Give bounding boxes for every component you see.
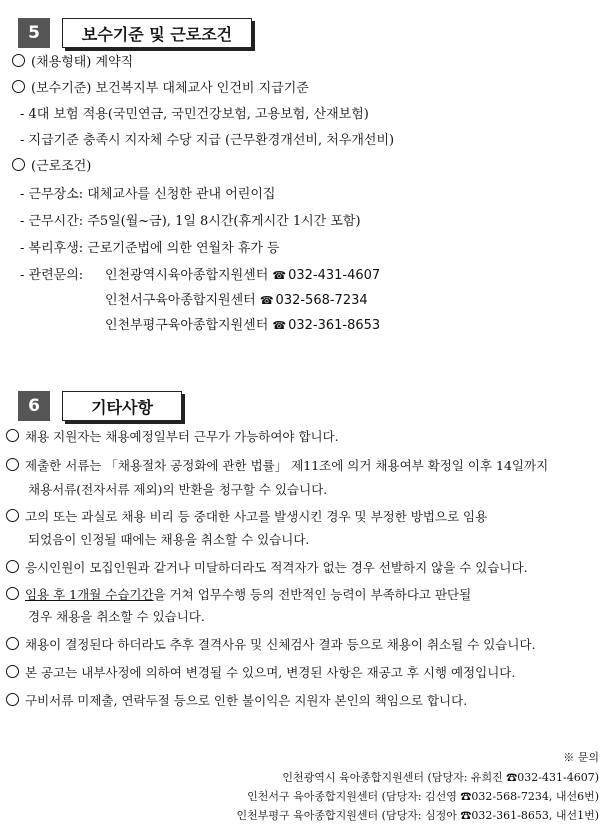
pay-bullet: - 4대 보험 적용(국민연금, 국민건강보험, 고용보험, 산재보험): [20, 107, 369, 122]
section-title: 기타사항: [62, 391, 182, 421]
notice-item: 본 공고는 내부사정에 의하여 변경될 수 있으며, 변경된 사항은 재공고 후 시행 예정입니다.: [6, 664, 515, 682]
footer-contact: 인천서구 육아종합지원센터 (담당자: 김선영 ☎032-568-7234, 내선6번): [247, 790, 599, 803]
section-number: 6: [18, 391, 50, 421]
contact-row: 인천서구육아종합지원센터 ☎ 032-568-7234: [105, 293, 368, 308]
notice-item: 응시인원이 모집인원과 같거나 미달하더라도 적격자가 없는 경우 선발하지 않을 수 있습니다.: [6, 559, 528, 577]
probation-period-underlined: 임용 후 1개월 수습기간: [25, 587, 154, 602]
section-6-header: [18, 391, 182, 421]
notice-item: 구비서류 미제출, 연락두절 등으로 인한 불이익은 지원자 본인의 책임으로 합니다.: [6, 692, 467, 710]
notice-item: 채용이 결정된다 하더라도 추후 결격사유 및 신체검사 결과 등으로 채용이 취소될 수 있습니다.: [6, 636, 536, 654]
circle-bullet-icon: [6, 665, 19, 678]
circle-bullet-icon: [6, 637, 19, 650]
pay-bullet: - 지급기준 충족시 지자체 수당 지급 (근무환경개선비, 처우개선비): [20, 133, 395, 148]
circle-bullet-icon: [6, 509, 19, 522]
section-title: 보수기준 및 근로조건: [62, 18, 252, 48]
circle-bullet-icon: [6, 587, 19, 600]
circle-bullet-icon: [12, 54, 25, 67]
notice-item: 채용 지원자는 채용예정일부터 근무가 가능하여야 합니다.: [6, 428, 339, 446]
notice-item: 임용 후 1개월 수습기간을 거쳐 업무수행 등의 전반적인 능력이 부족하다고 판단될: [6, 586, 471, 604]
circle-bullet-icon: [12, 158, 25, 171]
circle-bullet-icon: [6, 560, 19, 573]
footer-contact: 인천부평구 육아종합지원센터 (담당자: 심정아 ☎032-361-8653, 내선1번): [236, 809, 599, 822]
contact-row: 인천광역시육아종합지원센터 ☎ 032-431-4607: [105, 268, 381, 283]
work-time: - 근무시간: 주5일(월~금), 1일 8시간(휴게시간 1시간 포함): [20, 214, 361, 229]
contact-row: 인천부평구육아종합지원센터 ☎ 032-361-8653: [105, 318, 381, 333]
footer-contact: 인천광역시 육아종합지원센터 (담당자: 유희진 ☎032-431-4607): [282, 771, 599, 784]
notice-item-continuation: 채용서류(전자서류 제외)의 반환을 청구할 수 있습니다.: [28, 482, 328, 497]
contact-label: - 관련문의:: [20, 268, 84, 283]
welfare: - 복리후생: 근로기준법에 의한 연월차 휴가 등: [20, 241, 280, 256]
work-conditions: (근로조건): [12, 158, 91, 176]
phone-icon: ☎: [259, 294, 274, 307]
work-place: - 근무장소: 대체교사를 신청한 관내 어린이집: [20, 187, 276, 202]
notice-item-continuation: 되었음이 인정될 때에는 채용을 취소할 수 있습니다.: [28, 532, 310, 547]
notice-item: 고의 또는 과실로 채용 비리 등 중대한 사고를 발생시킨 경우 및 부정한 방법으로 임용: [6, 508, 487, 526]
phone-icon: ☎: [272, 319, 287, 332]
notice-item-continuation: 경우 채용을 취소할 수 있습니다.: [28, 609, 205, 624]
circle-bullet-icon: [6, 693, 19, 706]
footer-inquiry: ※ 문의: [563, 751, 599, 764]
pay-standard: (보수기준) 보건복지부 대체교사 인건비 지급기준: [12, 80, 309, 98]
section-5-header: [18, 18, 252, 48]
circle-bullet-icon: [6, 429, 19, 442]
employment-type: (채용형태) 계약직: [12, 54, 133, 72]
notice-item: 제출한 서류는 「채용절차 공정화에 관한 법률」 제11조에 의거 채용여부 확정일 이후 14일까지: [6, 457, 548, 475]
phone-icon: ☎: [272, 269, 287, 282]
section-number: 5: [18, 18, 50, 48]
circle-bullet-icon: [6, 458, 19, 471]
circle-bullet-icon: [12, 80, 25, 93]
